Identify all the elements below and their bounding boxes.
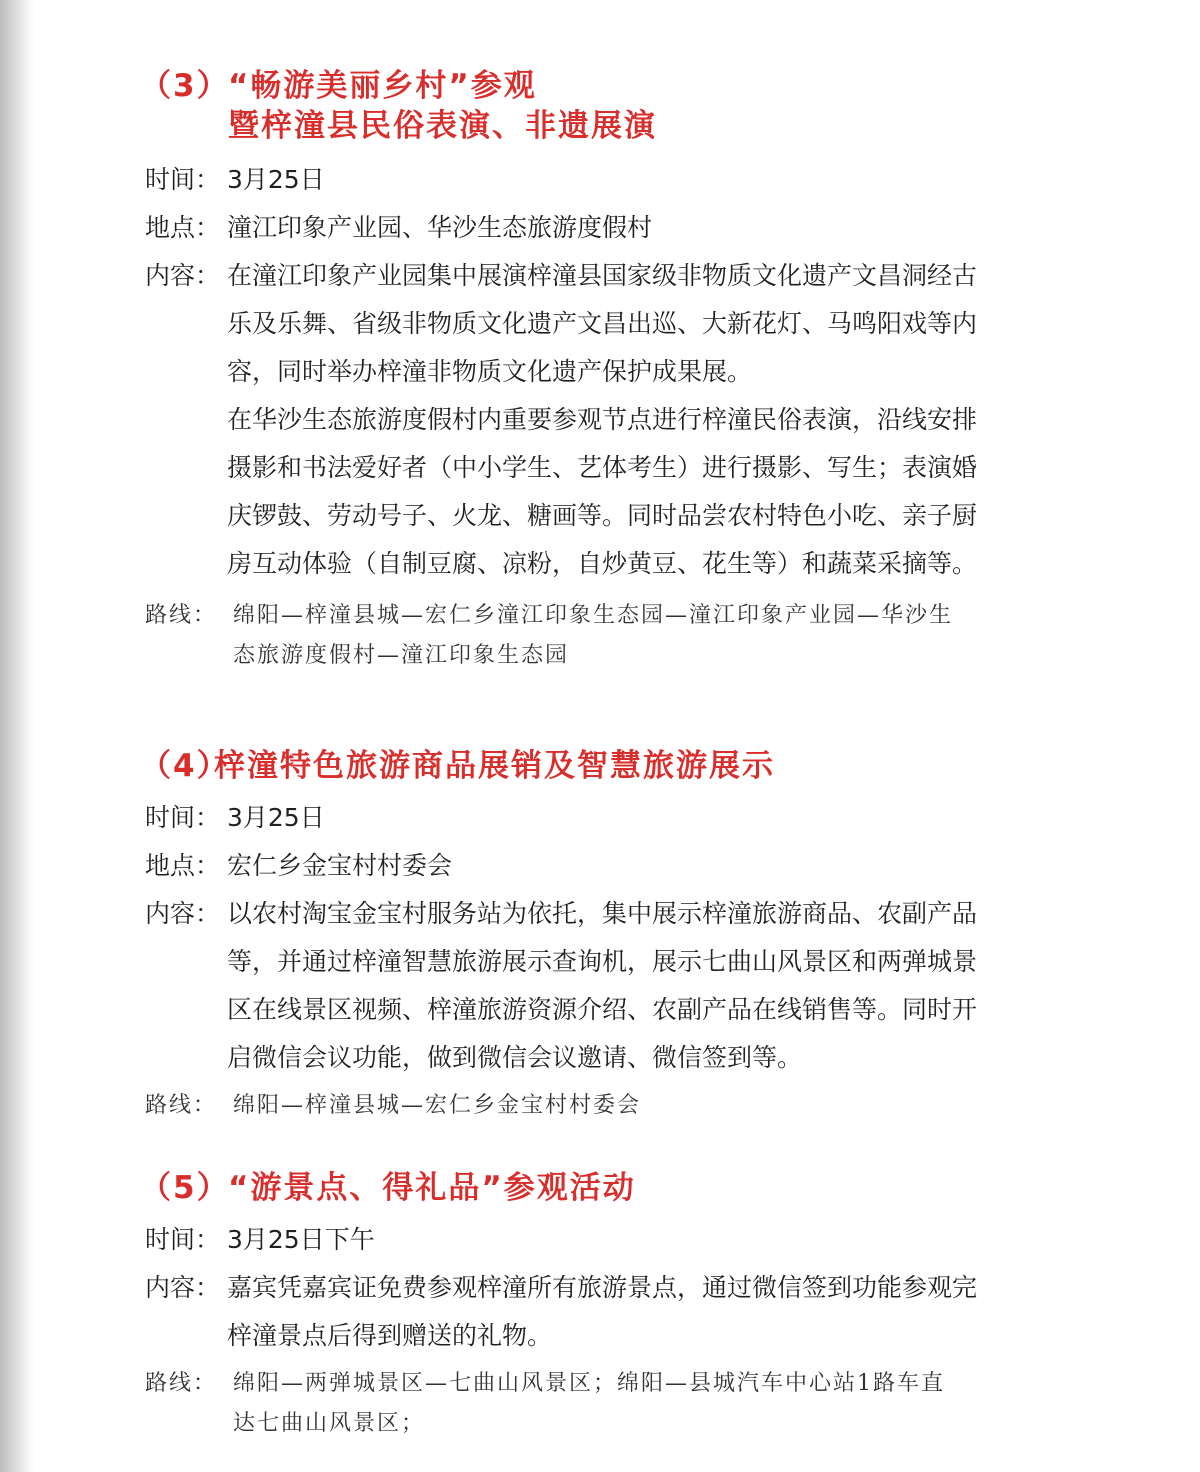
content-label: 内容： xyxy=(145,1273,221,1302)
route-row xyxy=(145,1364,1085,1444)
content-line: 乐及乐舞、省级非物质文化遗产文昌出巡、大新花灯、马鸣阳戏等内 xyxy=(227,309,978,338)
content-text xyxy=(227,890,1085,1082)
place-label: 地点： xyxy=(145,851,221,880)
content-text xyxy=(227,252,1085,588)
content-label: 内容： xyxy=(145,899,221,928)
time-row xyxy=(145,156,1085,204)
time-label: 时间： xyxy=(145,165,221,194)
title-line: “畅游美丽乡村”参观 xyxy=(228,68,537,104)
section-3-title xyxy=(140,66,657,146)
title-line: 暨梓潼县民俗表演、非遗展演 xyxy=(228,108,657,144)
route-label: 路线： xyxy=(145,603,218,628)
content-line: 房互动体验（自制豆腐、凉粉，自炒黄豆、花生等）和蔬菜采摘等。 xyxy=(227,549,978,578)
place-row xyxy=(145,842,1085,890)
title-line: 梓潼特色旅游商品展销及智慧旅游展示 xyxy=(214,748,775,784)
section-number: （3） xyxy=(140,68,230,104)
route-row xyxy=(145,1086,1085,1126)
time-row xyxy=(145,794,1085,842)
section-number: （4） xyxy=(140,748,230,784)
time-value: 3月25日下午 xyxy=(227,1225,375,1254)
page-gutter-shadow xyxy=(0,0,34,1472)
time-value: 3月25日 xyxy=(227,165,325,194)
time-label: 时间： xyxy=(145,1225,221,1254)
content-line: 容，同时举办梓潼非物质文化遗产保护成果展。 xyxy=(227,357,753,386)
content-line: 在潼江印象产业园集中展演梓潼县国家级非物质文化遗产文昌洞经古 xyxy=(227,261,978,290)
section-4-title xyxy=(140,746,775,786)
content-line: 启微信会议功能，做到微信会议邀请、微信签到等。 xyxy=(227,1043,803,1072)
route-text xyxy=(233,1086,641,1126)
time-value: 3月25日 xyxy=(227,803,325,832)
content-row xyxy=(145,890,1085,1082)
route-line: 绵阳—两弹城景区—七曲山风景区；绵阳—县城汽车中心站1路车直 xyxy=(233,1371,945,1396)
content-label: 内容： xyxy=(145,261,221,290)
route-line: 绵阳—梓潼县城—宏仁乡金宝村村委会 xyxy=(233,1093,642,1118)
content-line: 以农村淘宝金宝村服务站为依托，集中展示梓潼旅游商品、农副产品 xyxy=(227,899,978,928)
place-row xyxy=(145,204,1085,252)
content-line: 摄影和书法爱好者（中小学生、艺体考生）进行摄影、写生；表演婚 xyxy=(227,453,978,482)
time-label: 时间： xyxy=(145,803,221,832)
section-5-title xyxy=(140,1168,636,1208)
content-line: 区在线景区视频、梓潼旅游资源介绍、农副产品在线销售等。同时开 xyxy=(227,995,978,1024)
route-line: 态旅游度假村—潼江印象生态园 xyxy=(233,643,570,668)
route-row xyxy=(145,596,1085,676)
content-line: 嘉宾凭嘉宾证免费参观梓潼所有旅游景点，通过微信签到功能参观完 xyxy=(227,1273,978,1302)
route-text xyxy=(233,1364,945,1444)
content-row xyxy=(145,252,1085,588)
route-line: 达七曲山风景区； xyxy=(233,1411,426,1436)
route-line: 绵阳—梓潼县城—宏仁乡潼江印象生态园—潼江印象产业园—华沙生 xyxy=(233,603,954,628)
content-line: 梓潼景点后得到赠送的礼物。 xyxy=(227,1321,553,1350)
content-line: 在华沙生态旅游度假村内重要参观节点进行梓潼民俗表演，沿线安排 xyxy=(227,405,978,434)
place-value: 潼江印象产业园、华沙生态旅游度假村 xyxy=(227,213,653,242)
route-label: 路线： xyxy=(145,1093,218,1118)
content-text xyxy=(227,1264,1085,1360)
content-row xyxy=(145,1264,1085,1360)
content-line: 庆锣鼓、劳动号子、火龙、糖画等。同时品尝农村特色小吃、亲子厨 xyxy=(227,501,978,530)
section-number: （5） xyxy=(140,1170,230,1206)
content-line: 等，并通过梓潼智慧旅游展示查询机，展示七曲山风景区和两弹城景 xyxy=(227,947,978,976)
route-label: 路线： xyxy=(145,1371,218,1396)
title-line: “游景点、得礼品”参观活动 xyxy=(228,1170,636,1206)
route-text xyxy=(233,596,953,676)
place-value: 宏仁乡金宝村村委会 xyxy=(227,851,453,880)
time-row xyxy=(145,1216,1085,1264)
place-label: 地点： xyxy=(145,213,221,242)
